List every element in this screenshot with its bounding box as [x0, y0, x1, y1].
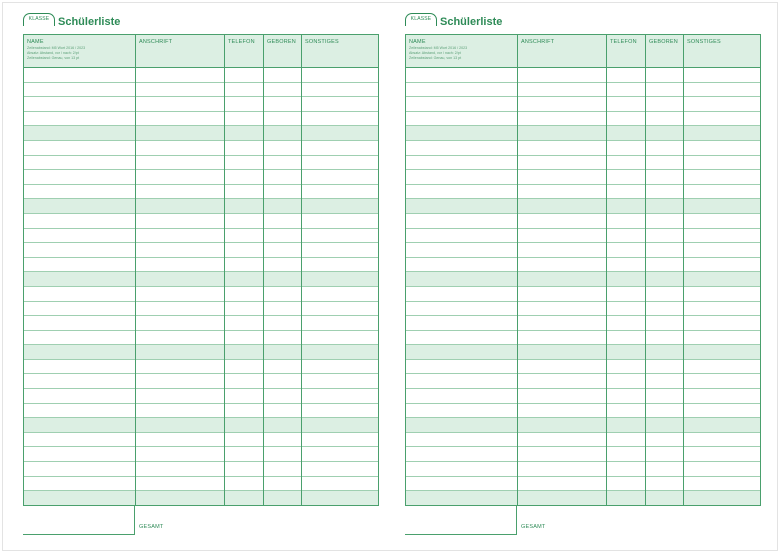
table-header: [24, 35, 378, 68]
table-row[interactable]: [24, 126, 378, 141]
table-row[interactable]: [24, 214, 378, 229]
table-row[interactable]: [24, 345, 378, 360]
table-row[interactable]: [406, 491, 760, 506]
column-header-born: [264, 35, 302, 67]
column-title-misc: SONSTIGES: [687, 39, 721, 45]
table-row[interactable]: [406, 302, 760, 317]
table-row[interactable]: [24, 185, 378, 200]
table-row[interactable]: [406, 170, 760, 185]
page-title: Schülerliste: [440, 16, 503, 28]
table-row[interactable]: [406, 68, 760, 83]
table-row[interactable]: [406, 389, 760, 404]
column-title-name: NAME: [27, 39, 44, 45]
table-row[interactable]: [24, 272, 378, 287]
table-row[interactable]: [24, 243, 378, 258]
table-row[interactable]: [24, 447, 378, 462]
table-row[interactable]: [406, 360, 760, 375]
table-row[interactable]: [406, 433, 760, 448]
table-row[interactable]: [406, 477, 760, 492]
name-hint-line: Zeilenabstand: Genau, von 13 pt: [409, 56, 462, 60]
table-row[interactable]: [24, 360, 378, 375]
table-row[interactable]: [24, 112, 378, 127]
table-row[interactable]: [406, 141, 760, 156]
table-row[interactable]: [406, 462, 760, 477]
table-row[interactable]: [24, 491, 378, 506]
table-row[interactable]: [406, 243, 760, 258]
table-row[interactable]: [24, 170, 378, 185]
class-tab: KLASSE: [405, 13, 437, 26]
column-title-misc: SONSTIGES: [305, 39, 339, 45]
table-row[interactable]: [406, 229, 760, 244]
table-row[interactable]: [24, 68, 378, 83]
table-row[interactable]: [24, 404, 378, 419]
footer-divider: [134, 506, 135, 534]
column-header-address: [518, 35, 607, 67]
table-row[interactable]: [406, 331, 760, 346]
table-row[interactable]: [24, 97, 378, 112]
total-line[interactable]: [23, 534, 135, 535]
table-row[interactable]: [406, 83, 760, 98]
table-row[interactable]: [406, 112, 760, 127]
table-row[interactable]: [406, 156, 760, 171]
table-rows: [406, 68, 760, 506]
table-row[interactable]: [24, 389, 378, 404]
name-hint-line: Zeilenabstand: Genau, von 13 pt: [27, 56, 80, 60]
column-title-phone: TELEFON: [610, 39, 637, 45]
table-row[interactable]: [24, 141, 378, 156]
class-tab: KLASSE: [23, 13, 55, 26]
table-row[interactable]: [406, 258, 760, 273]
table-row[interactable]: [24, 331, 378, 346]
table-row[interactable]: [406, 199, 760, 214]
table-row[interactable]: [24, 83, 378, 98]
table-row[interactable]: [24, 418, 378, 433]
table-row[interactable]: [406, 316, 760, 331]
table-row[interactable]: [406, 345, 760, 360]
column-divider: [135, 35, 136, 505]
name-hint-line: Zeilenabstand: M5 Wort 2016 / 2023: [27, 46, 86, 50]
total-label: GESAMT: [521, 524, 546, 530]
table-row[interactable]: [24, 229, 378, 244]
table-row[interactable]: [24, 287, 378, 302]
table-row[interactable]: [24, 316, 378, 331]
table-row[interactable]: [406, 418, 760, 433]
table-row[interactable]: [406, 126, 760, 141]
column-header-born: [646, 35, 684, 67]
total-label: GESAMT: [139, 524, 164, 530]
table-row[interactable]: [24, 477, 378, 492]
table-row[interactable]: [406, 214, 760, 229]
name-hint-line: Absatz: Abstand, vor / nach: 2/pt: [409, 51, 461, 55]
column-header-name: [406, 35, 518, 67]
footer-divider: [516, 506, 517, 534]
table-row[interactable]: [406, 287, 760, 302]
table-rows: [24, 68, 378, 506]
table-row[interactable]: [406, 447, 760, 462]
table-row[interactable]: [406, 185, 760, 200]
table-row[interactable]: [24, 156, 378, 171]
column-header-name: [24, 35, 136, 67]
table-row[interactable]: [24, 433, 378, 448]
column-header-phone: [225, 35, 264, 67]
table-row[interactable]: [24, 199, 378, 214]
column-title-born: GEBOREN: [649, 39, 678, 45]
column-header-misc: [302, 35, 379, 67]
column-divider: [301, 35, 302, 505]
table-header: [406, 35, 760, 68]
student-table: [23, 34, 379, 506]
column-title-address: ANSCHRIFT: [521, 39, 555, 45]
column-title-name: NAME: [409, 39, 426, 45]
total-line[interactable]: [405, 534, 517, 535]
column-divider: [683, 35, 684, 505]
student-table: [405, 34, 761, 506]
name-hint-line: Zeilenabstand: M5 Wort 2016 / 2023: [409, 46, 468, 50]
table-row[interactable]: [406, 97, 760, 112]
column-divider: [645, 35, 646, 505]
page-title: Schülerliste: [58, 16, 121, 28]
table-row[interactable]: [24, 302, 378, 317]
column-title-born: GEBOREN: [267, 39, 296, 45]
column-divider: [263, 35, 264, 505]
column-divider: [606, 35, 607, 505]
table-row[interactable]: [24, 258, 378, 273]
column-header-misc: [684, 35, 761, 67]
table-row[interactable]: [406, 404, 760, 419]
table-row[interactable]: [406, 272, 760, 287]
column-header-phone: [607, 35, 646, 67]
column-divider: [517, 35, 518, 505]
table-row[interactable]: [24, 462, 378, 477]
column-divider: [224, 35, 225, 505]
column-title-address: ANSCHRIFT: [139, 39, 173, 45]
worksheet-spread: [2, 2, 778, 551]
column-header-address: [136, 35, 225, 67]
column-title-phone: TELEFON: [228, 39, 255, 45]
table-row[interactable]: [24, 374, 378, 389]
name-hint-line: Absatz: Abstand, vor / nach: 2/pt: [27, 51, 79, 55]
table-row[interactable]: [406, 374, 760, 389]
